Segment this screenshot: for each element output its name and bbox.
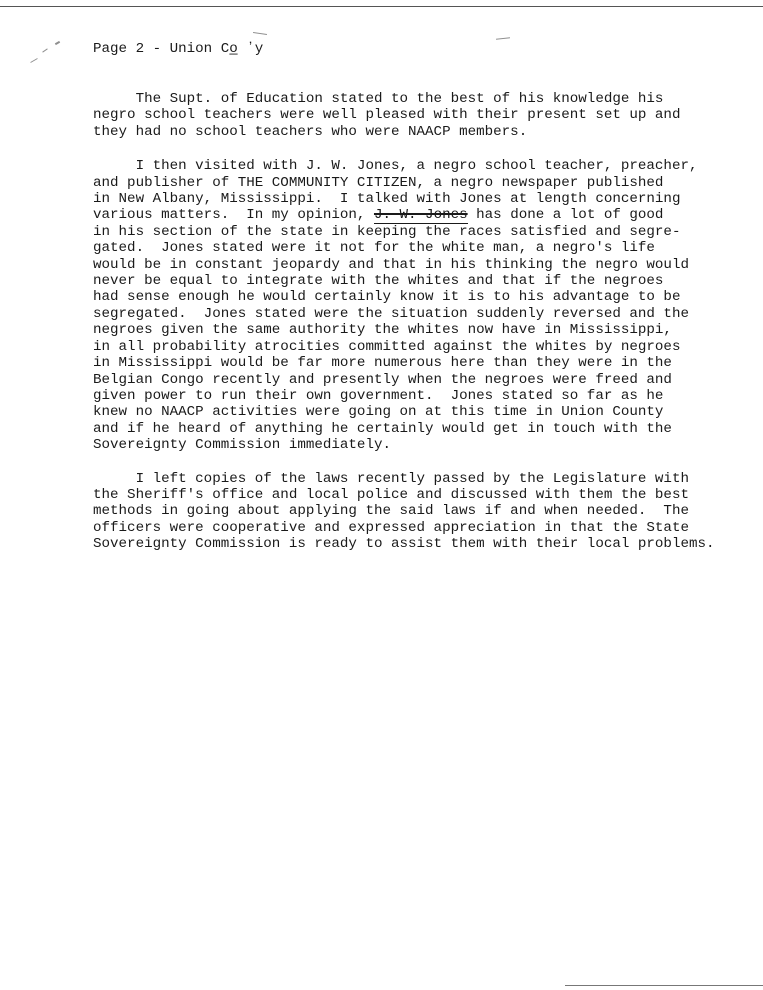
text-line: had sense enough he would certainly know it is to his advantage to be [93, 289, 681, 306]
text-line-with-struck-name [93, 207, 758, 223]
text-segment: various matters. In my opinion, [93, 207, 374, 224]
paragraph-jones-visit [93, 158, 758, 453]
text-line: The Supt. of Education stated to the best of his knowledge his [93, 91, 664, 107]
text-line: I left copies of the laws recently passed by the Legislature with [93, 470, 689, 487]
text-line: in Mississippi would be far more numerous here than they were in the [93, 355, 672, 372]
text-segment: has done a lot of good [467, 207, 664, 224]
text-line: Belgian Congo recently and presently when the negroes were freed and [93, 371, 672, 388]
scan-speck [55, 41, 60, 45]
text-line: negroes given the same authority the whites now have in Mississippi, [93, 322, 672, 339]
scan-speck [253, 32, 267, 35]
text-line: and publisher of THE COMMUNITY CITIZEN, a negro newspaper published [93, 174, 664, 191]
paragraph-supt-education [93, 91, 758, 140]
text-line: they had no school teachers who were NAACP members. [93, 123, 528, 140]
text-line: gated. Jones stated were it not for the white man, a negro's life [93, 240, 655, 257]
text-line: negro school teachers were well pleased with their present set up and [93, 107, 681, 124]
text-line: methods in going about applying the said laws if and when needed. The [93, 503, 689, 520]
page-header: Page 2 - Union Co̲ ʼy [93, 41, 264, 57]
document-page [93, 40, 758, 553]
struck-through-name: J. W. Jones [373, 207, 468, 224]
text-line: I then visited with J. W. Jones, a negro school teacher, preacher, [93, 158, 698, 175]
scan-bottom-edge [565, 985, 763, 986]
text-line: given power to run their own government. Jones stated so far as he [93, 387, 664, 404]
text-line: segregated. Jones stated were the situation suddenly reversed and the [93, 305, 689, 322]
paragraph-laws-copies [93, 471, 758, 553]
text-line: officers were cooperative and expressed appreciation in that the State [93, 519, 689, 536]
text-line: knew no NAACP activities were going on at this time in Union County [93, 404, 664, 421]
scan-speck [30, 58, 37, 63]
text-line: in his section of the state in keeping the races satisfied and segre- [93, 223, 681, 240]
scan-top-edge [0, 6, 763, 7]
text-line: the Sheriff's office and local police and discussed with them the best [93, 486, 689, 503]
text-line: and if he heard of anything he certainly would get in touch with the [93, 420, 672, 437]
text-line: Sovereignty Commission is ready to assist them with their local problems. [93, 536, 715, 553]
text-line: would be in constant jeopardy and that in his thinking the negro would [93, 256, 689, 273]
scan-speck [42, 48, 47, 52]
text-line: Sovereignty Commission immediately. [93, 437, 391, 454]
text-line: never be equal to integrate with the whites and that if the negroes [93, 273, 664, 290]
text-line: in New Albany, Mississippi. I talked with Jones at length concerning [93, 191, 681, 208]
text-line: in all probability atrocities committed against the whites by negroes [93, 338, 681, 355]
